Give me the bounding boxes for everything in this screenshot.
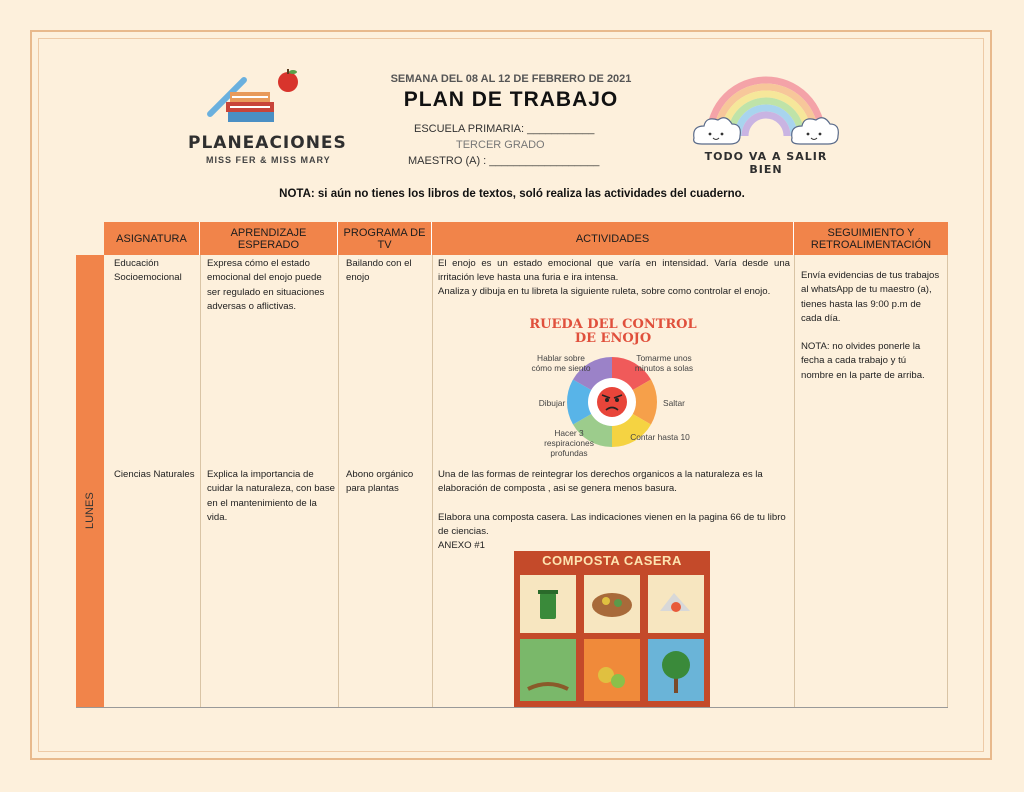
wheel-label-count: Contar hasta 10 [630,432,690,442]
followup-p2: NOTA: no olvides ponerle la fecha a cada trabajo y tú nombre en la parte de arriba. [801,341,925,381]
header-activities: ACTIVIDADES [432,222,794,255]
brand-subtitle: MISS FER & MISS MARY [206,155,331,165]
column-divider [338,255,339,708]
motto: TODO VA A SALIR BIEN [704,150,828,176]
row2-activity-p1: Una de las formas de reintegrar los derechos organicos a la naturaleza es la elaboración de composta , asi se genera menos basura. [438,469,763,495]
row1-learning: Expresa cómo el estado emocional del enojo puede ser regulado en situaciones adversas o aflictivas. [207,258,325,313]
row1-activity-p2: Analiza y dibuja en tu libreta la siguiente ruleta, sobre como controlar el enojo. [438,286,771,297]
wheel-title-line2: DE ENOJO [574,331,652,346]
composta-poster [514,551,710,707]
wheel-label-breath: Hacer 3 respiraciones profundas [544,428,594,458]
row2-subject: Ciencias Naturales [114,469,195,480]
row2-tv: Abono orgánico para plantas [346,469,414,495]
header-learning: APRENDIZAJE ESPERADO [200,222,338,255]
plan-table [76,222,948,708]
angry-face-icon [597,387,627,417]
row1-tv: Bailando con el enojo [346,258,412,284]
column-divider [200,255,201,708]
poster-panels [514,571,710,707]
wheel-label-jump: Saltar [663,398,685,408]
school-field: ESCUELA PRIMARIA: ___________ [414,123,595,135]
page-title: PLAN DE TRABAJO [403,88,619,111]
column-divider [947,255,948,708]
angry-face-feature [605,398,609,402]
wheel-label-draw: Dibujar [538,398,566,408]
row2-activity-p2: Elabora una composta casera. Las indicaciones vienen en la pagina 66 de tu libro de ciencias. [438,512,786,538]
column-divider [432,255,433,708]
poster-title: COMPOSTA CASERA [542,553,682,568]
day-label: LUNES [84,492,96,529]
teacher-field: MAESTRO (A) : __________________ [408,155,600,167]
header-followup: SEGUIMIENTO Y RETROALIMENTACIÓN [794,222,948,255]
brand-name: PLANEACIONES [188,133,347,153]
wheel-label-talk: Hablar sobre cómo me siento [531,353,591,373]
row2-activity-p3: ANEXO #1 [438,540,485,551]
week-label: SEMANA DEL 08 AL 12 DE FEBRERO DE 2021 [390,73,632,85]
rainbow-icon [688,56,844,156]
angry-face-feature [615,398,619,402]
row2-learning: Explica la importancia de cuidar la naturaleza, con base en el mantenimiento de la vida. [207,469,335,524]
header-tv: PROGRAMA DE TV [338,222,432,255]
header-subject: ASIGNATURA [104,222,200,255]
column-divider [794,255,795,708]
followup-p1: Envía evidencias de tus trabajos al whatsApp de tu maestro (a), tienes hasta las 9:00 p.m de cada día. [801,270,940,325]
table-bottom-border [76,707,948,708]
wheel-title-line1: RUEDA DEL CONTROL [529,317,697,332]
wheel-label-minutes: Tomarme unos minutos a solas [634,353,694,373]
grade-label: TERCER GRADO [456,139,545,151]
day-column [76,255,104,708]
row1-subject: Educación Socioemocional [114,258,182,284]
row1-activity-p1: El enojo es un estado emocional que varía en intensidad. Varía desde una irritación leve hasta una furia e ira intensa. [438,258,790,284]
wheel-title [518,318,708,346]
note: NOTA: si aún no tienes los libros de textos, soló realiza las actividades del cuaderno. [279,188,745,200]
